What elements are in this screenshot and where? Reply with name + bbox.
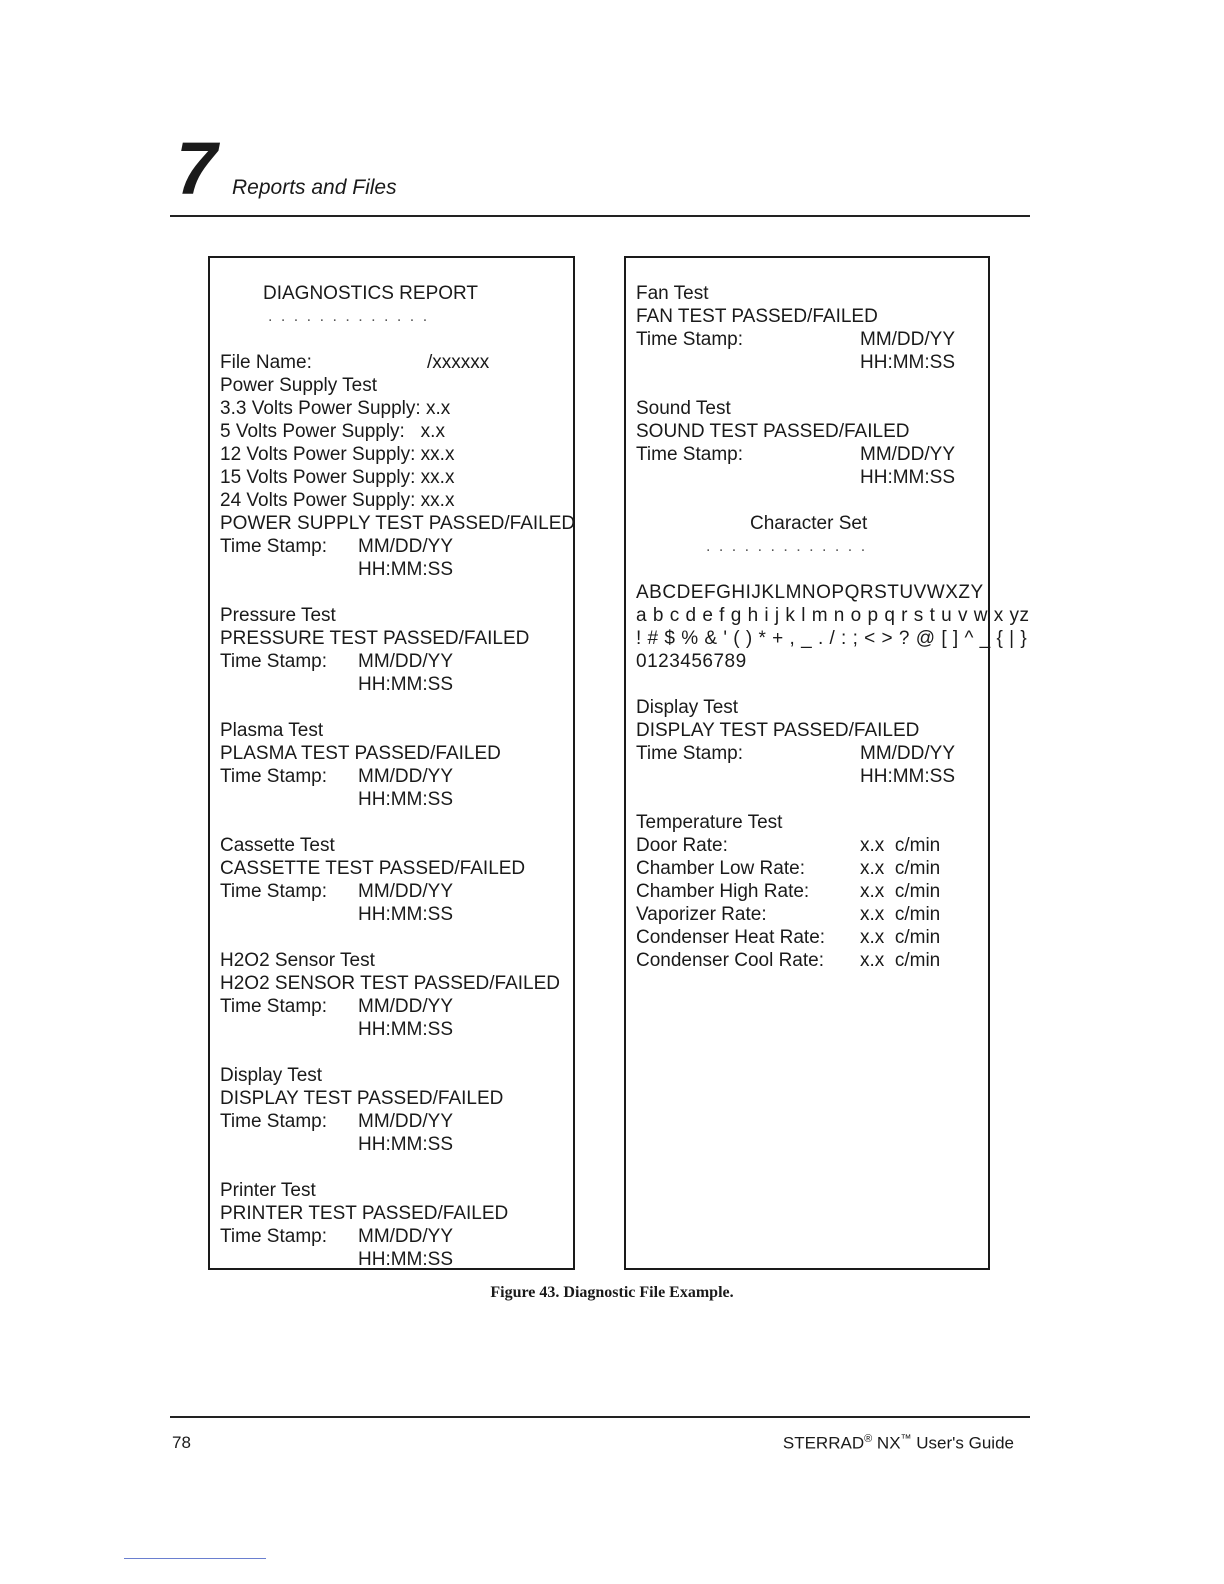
test-result: H2O2 SENSOR TEST PASSED/FAILED	[220, 973, 561, 994]
volt-value: xx.x	[420, 444, 455, 465]
volt-row	[220, 466, 573, 489]
time-stamp-row	[220, 765, 573, 788]
test-heading: Printer Test	[220, 1180, 316, 1201]
rate-row	[636, 857, 988, 880]
time-format: HH:MM:SS	[860, 766, 955, 787]
file-name-label: File Name:	[220, 352, 312, 373]
test-result: CASSETTE TEST PASSED/FAILED	[220, 858, 526, 879]
rate-value: x.x c/min	[860, 927, 941, 948]
volt-label: 24 Volts Power Supply:	[220, 490, 421, 511]
charset-lowercase: a b c d e f g h i j k l m n o p q r s t u v w x yz	[636, 605, 1030, 626]
charset-digits: 0123456789	[636, 651, 747, 672]
rate-row	[636, 834, 988, 857]
registered-mark: ®	[864, 1433, 873, 1445]
time-format: HH:MM:SS	[358, 1249, 453, 1270]
time-format: HH:MM:SS	[358, 789, 453, 810]
time-stamp-row	[636, 742, 988, 765]
volt-row	[220, 420, 573, 443]
time-stamp-label: Time Stamp:	[636, 743, 743, 764]
rate-label: Condenser Heat Rate:	[636, 927, 826, 948]
guide-model: NX	[872, 1433, 901, 1453]
spacer	[220, 926, 573, 949]
time-format: HH:MM:SS	[358, 674, 453, 695]
volt-row	[220, 397, 573, 420]
rate-row	[636, 903, 988, 926]
test-result: PLASMA TEST PASSED/FAILED	[220, 743, 501, 764]
diagnostics-report-left-panel	[208, 256, 575, 1270]
sound-test-result: SOUND TEST PASSED/FAILED	[636, 421, 910, 442]
file-name-row	[220, 351, 573, 374]
date-format: MM/DD/YY	[860, 444, 955, 465]
volt-label: 5 Volts Power Supply:	[220, 421, 421, 442]
trademark-mark: ™	[900, 1433, 912, 1445]
date-format: MM/DD/YY	[860, 329, 955, 350]
charset-uppercase: ABCDEFGHIJKLMNOPQRSTUVWXZY	[636, 582, 984, 603]
volt-label: 12 Volts Power Supply:	[220, 444, 421, 465]
time-stamp-row	[636, 443, 988, 466]
time-stamp-row	[220, 1225, 573, 1248]
rate-label: Vaporizer Rate:	[636, 904, 767, 925]
date-format: MM/DD/YY	[358, 536, 453, 557]
guide-brand: STERRAD	[782, 1433, 865, 1453]
header-rule	[170, 215, 1030, 217]
footer-rule	[170, 1416, 1030, 1418]
spacer	[220, 811, 573, 834]
test-heading: Plasma Test	[220, 720, 324, 741]
volt-value: xx.x	[420, 490, 455, 511]
rate-value: x.x c/min	[860, 858, 941, 879]
date-format: MM/DD/YY	[358, 996, 453, 1017]
spacer	[220, 1041, 573, 1064]
guide-title	[783, 1433, 1014, 1454]
time-format: HH:MM:SS	[358, 1019, 453, 1040]
spacer	[220, 581, 573, 604]
rate-label: Chamber High Rate:	[636, 881, 810, 902]
character-set-dots: . . . . . . . . . . . . .	[706, 538, 868, 555]
volt-label: 3.3 Volts Power Supply:	[220, 398, 426, 419]
sound-test-heading: Sound Test	[636, 398, 731, 419]
time-stamp-label: Time Stamp:	[220, 1226, 327, 1247]
rate-label: Door Rate:	[636, 835, 728, 856]
date-format: MM/DD/YY	[358, 881, 453, 902]
charset-symbols: ! # $ % & ' ( ) * + , _ . / : ; < > ? @ [ ] ^ _ { | }	[636, 628, 1028, 649]
spacer	[220, 696, 573, 719]
time-stamp-label: Time Stamp:	[220, 881, 327, 902]
date-format: MM/DD/YY	[860, 743, 955, 764]
date-format: MM/DD/YY	[358, 1226, 453, 1247]
figure-caption: Figure 43. Diagnostic File Example.	[490, 1284, 734, 1301]
rate-row	[636, 926, 988, 949]
time-stamp-label: Time Stamp:	[220, 996, 327, 1017]
file-name-value: /xxxxxx	[427, 352, 490, 373]
time-stamp-label: Time Stamp:	[636, 329, 743, 350]
test-result: PRINTER TEST PASSED/FAILED	[220, 1203, 509, 1224]
test-result: DISPLAY TEST PASSED/FAILED	[220, 1088, 504, 1109]
display-test-heading: Display Test	[636, 697, 739, 718]
chapter-number: 7	[176, 127, 218, 210]
volt-value: x.x	[425, 398, 451, 419]
power-supply-test-heading: Power Supply Test	[220, 375, 378, 396]
guide-suffix: User's Guide	[911, 1433, 1014, 1453]
date-format: MM/DD/YY	[358, 651, 453, 672]
rate-row	[636, 880, 988, 903]
time-stamp-row	[220, 650, 573, 673]
chapter-title: Reports and Files	[232, 176, 397, 199]
time-stamp-row	[220, 535, 573, 558]
test-heading: Display Test	[220, 1065, 323, 1086]
rate-value: x.x c/min	[860, 950, 941, 971]
test-result: PRESSURE TEST PASSED/FAILED	[220, 628, 530, 649]
rate-label: Condenser Cool Rate:	[636, 950, 824, 971]
volt-value: x.x	[420, 421, 445, 442]
character-set-title: Character Set	[750, 513, 868, 534]
time-stamp-label: Time Stamp:	[220, 766, 327, 787]
power-supply-result: POWER SUPPLY TEST PASSED/FAILED	[220, 513, 576, 534]
time-stamp-label: Time Stamp:	[636, 444, 743, 465]
rate-value: x.x c/min	[860, 904, 941, 925]
spacer	[220, 1156, 573, 1179]
rate-value: x.x c/min	[860, 881, 941, 902]
test-heading: H2O2 Sensor Test	[220, 950, 375, 971]
time-format: HH:MM:SS	[358, 1134, 453, 1155]
report-title: DIAGNOSTICS REPORT	[263, 283, 479, 304]
date-format: MM/DD/YY	[358, 766, 453, 787]
time-stamp-label: Time Stamp:	[220, 536, 327, 557]
time-stamp-row	[636, 328, 988, 351]
volt-row	[220, 443, 573, 466]
time-stamp-label: Time Stamp:	[220, 1111, 327, 1132]
time-stamp-row	[220, 1110, 573, 1133]
bottom-mark	[124, 1558, 266, 1559]
temperature-test-heading: Temperature Test	[636, 812, 783, 833]
fan-test-heading: Fan Test	[636, 283, 709, 304]
display-test-result: DISPLAY TEST PASSED/FAILED	[636, 720, 920, 741]
time-stamp-row	[220, 880, 573, 903]
time-stamp-label: Time Stamp:	[220, 651, 327, 672]
time-format: HH:MM:SS	[860, 352, 955, 373]
rate-label: Chamber Low Rate:	[636, 858, 805, 879]
page-number: 78	[172, 1433, 191, 1452]
rate-value: x.x c/min	[860, 835, 941, 856]
time-format: HH:MM:SS	[358, 559, 453, 580]
time-stamp-row	[220, 995, 573, 1018]
volt-row	[220, 489, 573, 512]
time-format: HH:MM:SS	[860, 467, 955, 488]
time-format: HH:MM:SS	[358, 904, 453, 925]
title-dots: . . . . . . . . . . . . .	[268, 308, 430, 325]
date-format: MM/DD/YY	[358, 1111, 453, 1132]
rate-row	[636, 949, 988, 972]
test-heading: Cassette Test	[220, 835, 335, 856]
diagnostics-report-right-panel	[624, 256, 1030, 1270]
volt-value: xx.x	[420, 467, 455, 488]
test-heading: Pressure Test	[220, 605, 336, 626]
volt-label: 15 Volts Power Supply:	[220, 467, 421, 488]
fan-test-result: FAN TEST PASSED/FAILED	[636, 306, 878, 327]
